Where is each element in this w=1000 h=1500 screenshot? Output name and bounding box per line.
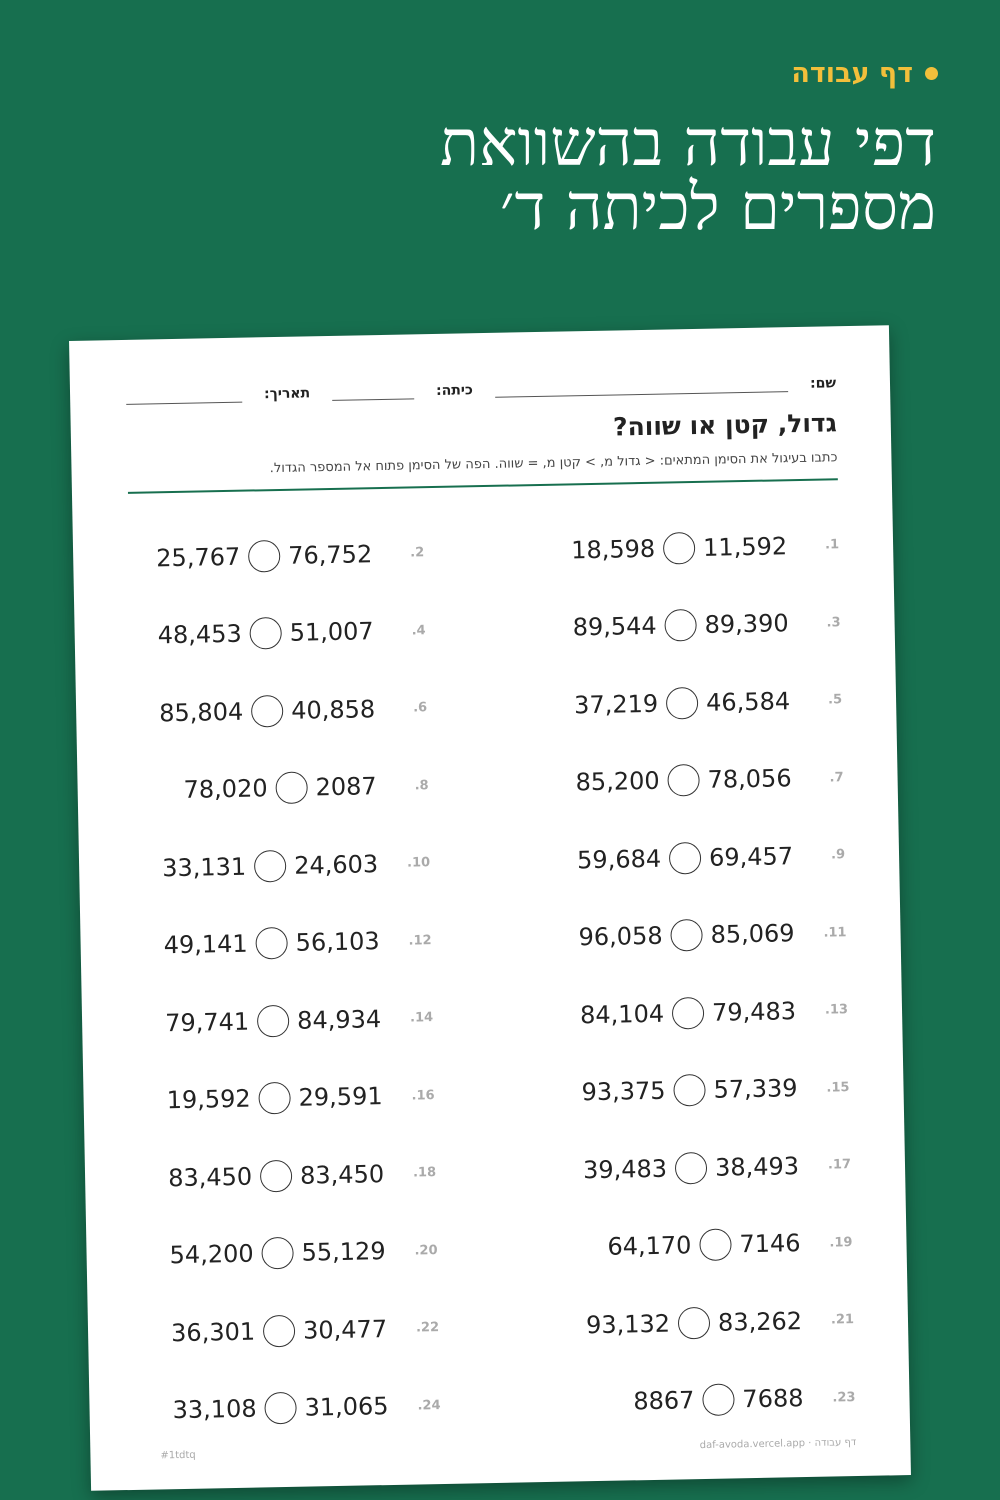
comparison-item — [139, 1055, 495, 1139]
comparison-item — [137, 978, 493, 1062]
worksheet-instructions: כתבו בעיגול את הסימן המתאים: < גדול מ, > קטן מ, = שווה. הפה של הסימן פתוח אל המספר הגדול. — [269, 450, 838, 477]
second-number: 83,450 — [167, 1162, 253, 1192]
headline-line-2: מספרים לכיתה ד׳ — [499, 171, 936, 245]
second-number: 48,453 — [157, 619, 242, 650]
first-number: 83,450 — [299, 1159, 385, 1190]
second-number: 59,684 — [576, 844, 662, 875]
footer-code: #1tdtq — [160, 1449, 196, 1462]
comparison-item — [495, 1126, 851, 1210]
comparison-item — [492, 971, 848, 1055]
problem-number: 17. — [827, 1157, 852, 1173]
category-tag-label: דף עבודה — [791, 58, 913, 89]
answer-circle[interactable] — [264, 1392, 297, 1425]
category-tag — [791, 58, 938, 89]
first-number: 56,103 — [295, 927, 380, 957]
answer-circle[interactable] — [666, 687, 699, 720]
first-number: 29,591 — [298, 1082, 383, 1112]
comparison-item — [128, 513, 484, 597]
answer-circle[interactable] — [663, 532, 696, 565]
bullet-dot-icon — [925, 67, 938, 80]
second-number: 64,170 — [607, 1231, 692, 1262]
first-number: 7688 — [742, 1384, 804, 1414]
problem-number: 12. — [408, 932, 432, 949]
comparison-item — [142, 1210, 498, 1294]
problem-number: 16. — [411, 1087, 435, 1104]
second-number: 78,020 — [183, 774, 268, 805]
second-number: 8867 — [633, 1386, 695, 1416]
comparison-item — [489, 816, 845, 900]
class-line — [332, 378, 414, 401]
comparison-item — [143, 1288, 499, 1372]
problem-number: 11. — [823, 924, 847, 941]
problem-number: 24. — [417, 1397, 441, 1414]
problem-number: 9. — [830, 847, 846, 863]
answer-circle[interactable] — [254, 850, 287, 883]
first-number: 84,934 — [296, 1004, 382, 1035]
second-number: 89,544 — [572, 612, 657, 642]
first-number: 78,056 — [707, 764, 792, 795]
problem-number: 15. — [826, 1079, 850, 1096]
first-number: 76,752 — [287, 539, 373, 570]
comparison-item — [498, 1281, 854, 1365]
answer-circle[interactable] — [260, 1160, 293, 1193]
problem-number: 22. — [415, 1320, 440, 1336]
problem-number: 3. — [826, 614, 841, 631]
second-number: 33,108 — [172, 1394, 257, 1425]
second-number: 93,375 — [581, 1076, 666, 1107]
comparison-item — [131, 668, 487, 752]
comparison-item — [130, 591, 486, 675]
page-headline — [56, 107, 936, 245]
comparison-item — [134, 823, 490, 907]
comparison-item — [486, 661, 842, 745]
comparison-item — [136, 900, 492, 984]
second-number: 85,804 — [158, 697, 244, 728]
answer-circle[interactable] — [249, 617, 282, 650]
second-number: 19,592 — [166, 1084, 251, 1115]
first-number: 7146 — [739, 1229, 801, 1259]
second-number: 37,219 — [573, 689, 659, 720]
comparison-item — [494, 1049, 850, 1133]
first-number: 69,457 — [708, 841, 794, 872]
first-number: 40,858 — [290, 694, 376, 725]
answer-circle[interactable] — [667, 764, 700, 797]
second-number: 39,483 — [582, 1154, 668, 1185]
comparison-item — [133, 746, 489, 830]
problem-number: 8. — [414, 777, 429, 794]
first-number: 83,262 — [717, 1306, 803, 1337]
first-number: 2087 — [315, 772, 377, 802]
second-number: 49,141 — [163, 929, 248, 960]
answer-circle[interactable] — [255, 927, 288, 960]
problem-number: 6. — [413, 700, 428, 716]
student-info-row — [126, 370, 836, 405]
first-number: 51,007 — [289, 617, 374, 648]
answer-circle[interactable] — [675, 1152, 708, 1185]
answer-circle[interactable] — [263, 1315, 296, 1348]
answer-circle[interactable] — [670, 919, 703, 952]
second-number: 84,104 — [579, 999, 665, 1030]
comparison-item — [483, 506, 839, 590]
problem-number: 23. — [832, 1389, 856, 1406]
second-number: 93,132 — [585, 1309, 671, 1339]
answer-circle[interactable] — [678, 1307, 711, 1340]
second-number: 36,301 — [170, 1317, 256, 1347]
divider — [128, 478, 838, 494]
first-number: 57,339 — [713, 1074, 798, 1104]
answer-circle[interactable] — [251, 695, 284, 728]
answer-circle[interactable] — [702, 1384, 735, 1417]
worksheet-page — [69, 325, 911, 1491]
first-number: 85,069 — [710, 919, 795, 950]
answer-circle[interactable] — [257, 1005, 290, 1038]
answer-circle[interactable] — [275, 772, 308, 805]
second-number: 33,131 — [161, 852, 247, 883]
answer-circle[interactable] — [699, 1229, 732, 1262]
answer-circle[interactable] — [248, 540, 281, 573]
name-label: שם: — [809, 375, 837, 392]
problem-number: 20. — [414, 1242, 438, 1259]
first-number: 38,493 — [714, 1151, 800, 1182]
comparison-item — [491, 894, 847, 978]
first-number: 30,477 — [302, 1314, 388, 1345]
problem-number: 14. — [409, 1010, 434, 1026]
second-number: 96,058 — [578, 921, 663, 952]
answer-circle[interactable] — [672, 997, 705, 1030]
comparison-item — [145, 1365, 501, 1449]
first-number: 79,483 — [711, 996, 797, 1027]
answer-circle[interactable] — [664, 609, 697, 642]
comparison-item — [488, 739, 844, 823]
comparison-item — [497, 1204, 853, 1288]
problem-number: 2. — [410, 545, 425, 561]
problem-number: 13. — [824, 1002, 849, 1018]
problem-number: 1. — [824, 537, 840, 553]
headline-line-1: דפי עבודה בהשוואת — [440, 107, 936, 181]
first-number: 24,603 — [293, 849, 379, 880]
first-number: 89,390 — [704, 609, 789, 640]
answer-circle[interactable] — [261, 1237, 294, 1270]
comparison-item — [485, 584, 841, 668]
problem-number: 21. — [830, 1312, 855, 1328]
second-number: 79,741 — [164, 1007, 250, 1038]
problem-number: 19. — [829, 1234, 853, 1251]
second-number: 85,200 — [575, 766, 660, 797]
second-number: 54,200 — [169, 1239, 254, 1270]
class-label: כיתה: — [435, 382, 474, 399]
comparison-item — [140, 1133, 496, 1217]
second-number: 18,598 — [570, 534, 656, 565]
first-number: 11,592 — [702, 531, 788, 562]
date-label: תאריך: — [263, 385, 311, 403]
first-number: 55,129 — [301, 1237, 386, 1267]
problem-number: 4. — [411, 622, 426, 639]
date-line — [126, 382, 242, 405]
comparison-item — [500, 1359, 856, 1443]
answer-circle[interactable] — [258, 1082, 291, 1115]
problem-number: 10. — [406, 855, 431, 871]
problem-number: 5. — [827, 692, 843, 708]
footer-site: דף עבודה · daf-avoda.vercel.app — [699, 1437, 857, 1452]
first-number: 31,065 — [304, 1392, 389, 1422]
problems-grid — [128, 506, 855, 1424]
name-line — [495, 371, 789, 398]
answer-circle[interactable] — [669, 842, 702, 875]
worksheet-title: גדול, קטן או שווה? — [612, 408, 838, 442]
second-number: 25,767 — [155, 542, 241, 573]
problem-number: 7. — [829, 769, 844, 786]
answer-circle[interactable] — [673, 1074, 706, 1107]
first-number: 46,584 — [705, 686, 791, 717]
problem-number: 18. — [412, 1165, 437, 1181]
